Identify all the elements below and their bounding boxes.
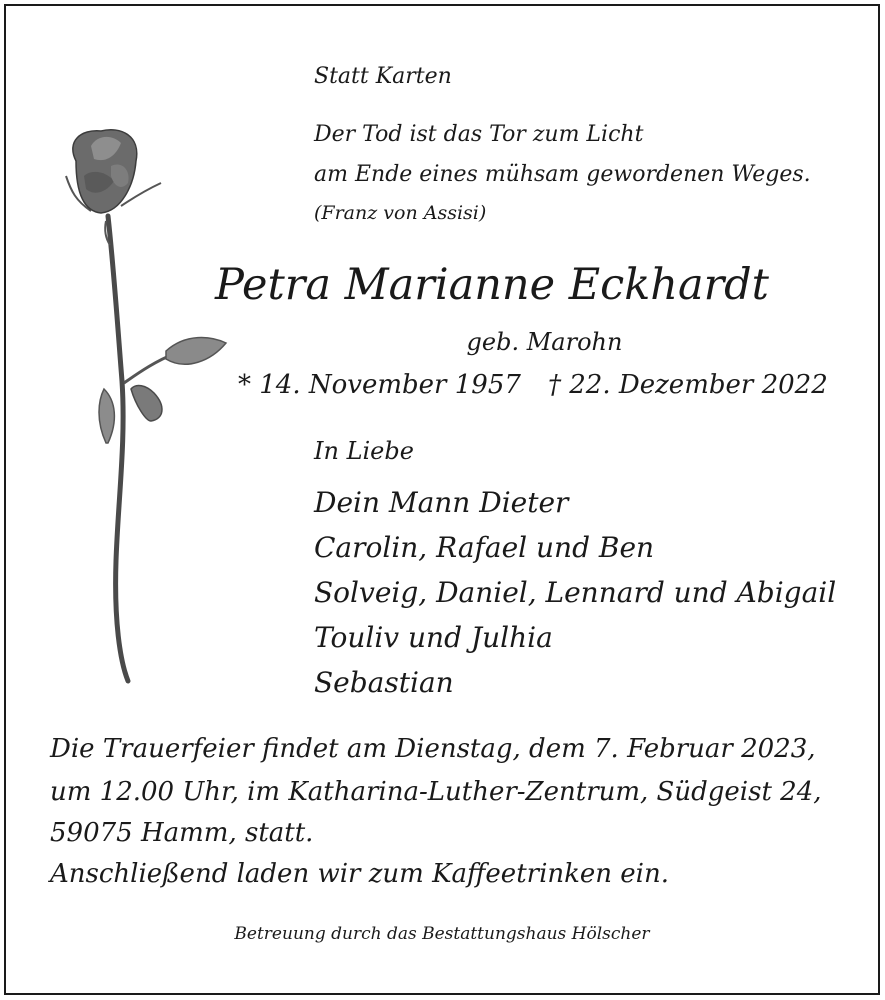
funeral-line-1: Die Trauerfeier findet am Dienstag, dem 7. Februar 2023, xyxy=(50,734,816,764)
undertaker-credit: Betreuung durch das Bestattungshaus Hölscher xyxy=(234,924,650,944)
death-date: † 22. Dezember 2022 xyxy=(548,370,828,400)
funeral-line-2: um 12.00 Uhr, im Katharina-Luther-Zentrum, Südgeist 24, xyxy=(50,777,822,807)
statt-karten-label: Statt Karten xyxy=(314,64,452,89)
mourner-line: Dein Mann Dieter xyxy=(314,486,569,519)
funeral-line-3: 59075 Hamm, statt. xyxy=(50,818,314,848)
mourners-intro: In Liebe xyxy=(314,437,414,465)
mourner-line: Sebastian xyxy=(314,666,454,699)
quote-line-2: am Ende eines mühsam gewordenen Weges. xyxy=(314,162,811,187)
mourner-line: Carolin, Rafael und Ben xyxy=(314,531,655,564)
birth-name: geb. Marohn xyxy=(466,328,623,356)
mourner-line: Solveig, Daniel, Lennard und Abigail xyxy=(314,576,837,609)
deceased-name: Petra Marianne Eckhardt xyxy=(215,260,769,310)
obituary-notice xyxy=(4,4,880,995)
birth-date: * 14. November 1957 xyxy=(238,370,521,400)
funeral-line-4: Anschließend laden wir zum Kaffeetrinken ein. xyxy=(50,859,669,889)
quote-line-1: Der Tod ist das Tor zum Licht xyxy=(314,122,644,147)
rose-illustration xyxy=(36,121,236,691)
mourner-line: Touliv und Julhia xyxy=(314,621,553,654)
quote-author: (Franz von Assisi) xyxy=(314,202,487,224)
